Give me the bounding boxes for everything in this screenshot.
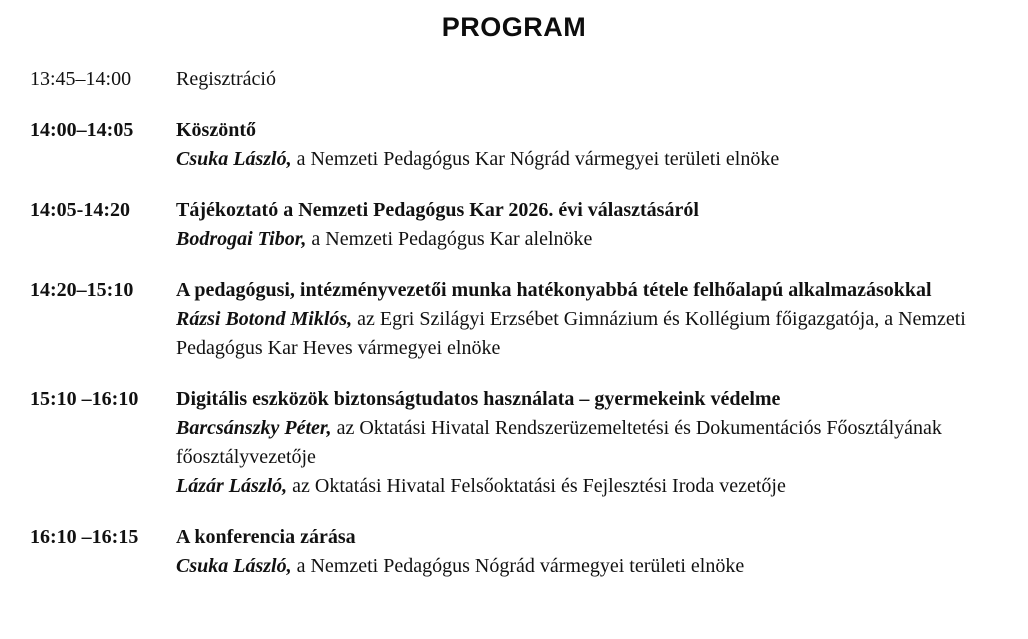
speaker-role: az Oktatási Hivatal Felsőoktatási és Fejlesztési Iroda vezetője xyxy=(287,475,786,497)
speaker-role: az Oktatási Hivatal Rendszerüzemeltetési és Dokumentációs Főosztályának főosztályvezetője xyxy=(176,417,942,468)
session-content xyxy=(176,276,976,363)
time-range: 16:10 –16:15 xyxy=(30,526,139,548)
time-range: 13:45–14:00 xyxy=(30,68,132,90)
time-range: 14:20–15:10 xyxy=(30,279,134,301)
time-range: 14:00–14:05 xyxy=(30,119,134,141)
time-range: 15:10 –16:10 xyxy=(30,388,139,410)
speaker-line xyxy=(176,225,976,254)
speaker-name: Rázsi Botond Miklós, xyxy=(176,308,353,330)
page-title: PROGRAM xyxy=(441,12,587,42)
schedule-row xyxy=(30,385,998,501)
schedule-row xyxy=(30,276,998,363)
speaker-name: Bodrogai Tibor, xyxy=(176,228,307,250)
session-title: Digitális eszközök biztonságtudatos használata – gyermekeink védelme xyxy=(176,388,781,410)
session-content xyxy=(176,65,976,94)
schedule-list xyxy=(30,65,998,603)
speaker-role: az Egri Szilágyi Erzsébet Gimnázium és Kollégium főigazgatója, a Nemzeti Pedagógus Kar Heves vármegyei elnöke xyxy=(176,308,966,359)
schedule-row xyxy=(30,196,998,254)
speaker-line xyxy=(176,145,976,174)
speaker-name: Barcsánszky Péter, xyxy=(176,417,332,439)
session-title: A konferencia zárása xyxy=(176,526,356,548)
speaker-role: a Nemzeti Pedagógus Kar Nógrád vármegyei területi elnöke xyxy=(291,148,780,170)
speaker-line xyxy=(176,552,976,581)
session-title: Köszöntő xyxy=(176,119,256,141)
schedule-row xyxy=(30,116,998,174)
speaker-name: Csuka László, xyxy=(176,555,292,577)
speaker-line xyxy=(176,305,976,363)
session-content xyxy=(176,116,976,174)
session-content xyxy=(176,523,976,581)
session-title: A pedagógusi, intézményvezetői munka hatékonyabbá tétele felhőalapú alkalmazásokkal xyxy=(176,279,932,301)
schedule-row xyxy=(30,523,998,581)
speaker-name: Csuka László, xyxy=(176,148,292,170)
session-title: Regisztráció xyxy=(176,68,276,90)
schedule-row xyxy=(30,65,998,94)
speaker-role: a Nemzeti Pedagógus Nógrád vármegyei területi elnöke xyxy=(291,555,745,577)
session-content xyxy=(176,196,976,254)
session-content xyxy=(176,385,976,501)
speaker-name: Lázár László, xyxy=(176,475,288,497)
speaker-role: a Nemzeti Pedagógus Kar alelnöke xyxy=(306,228,593,250)
session-title: Tájékoztató a Nemzeti Pedagógus Kar 2026. évi választásáról xyxy=(176,199,699,221)
time-range: 14:05-14:20 xyxy=(30,199,130,221)
speaker-line xyxy=(176,472,976,501)
speaker-line xyxy=(176,414,976,472)
